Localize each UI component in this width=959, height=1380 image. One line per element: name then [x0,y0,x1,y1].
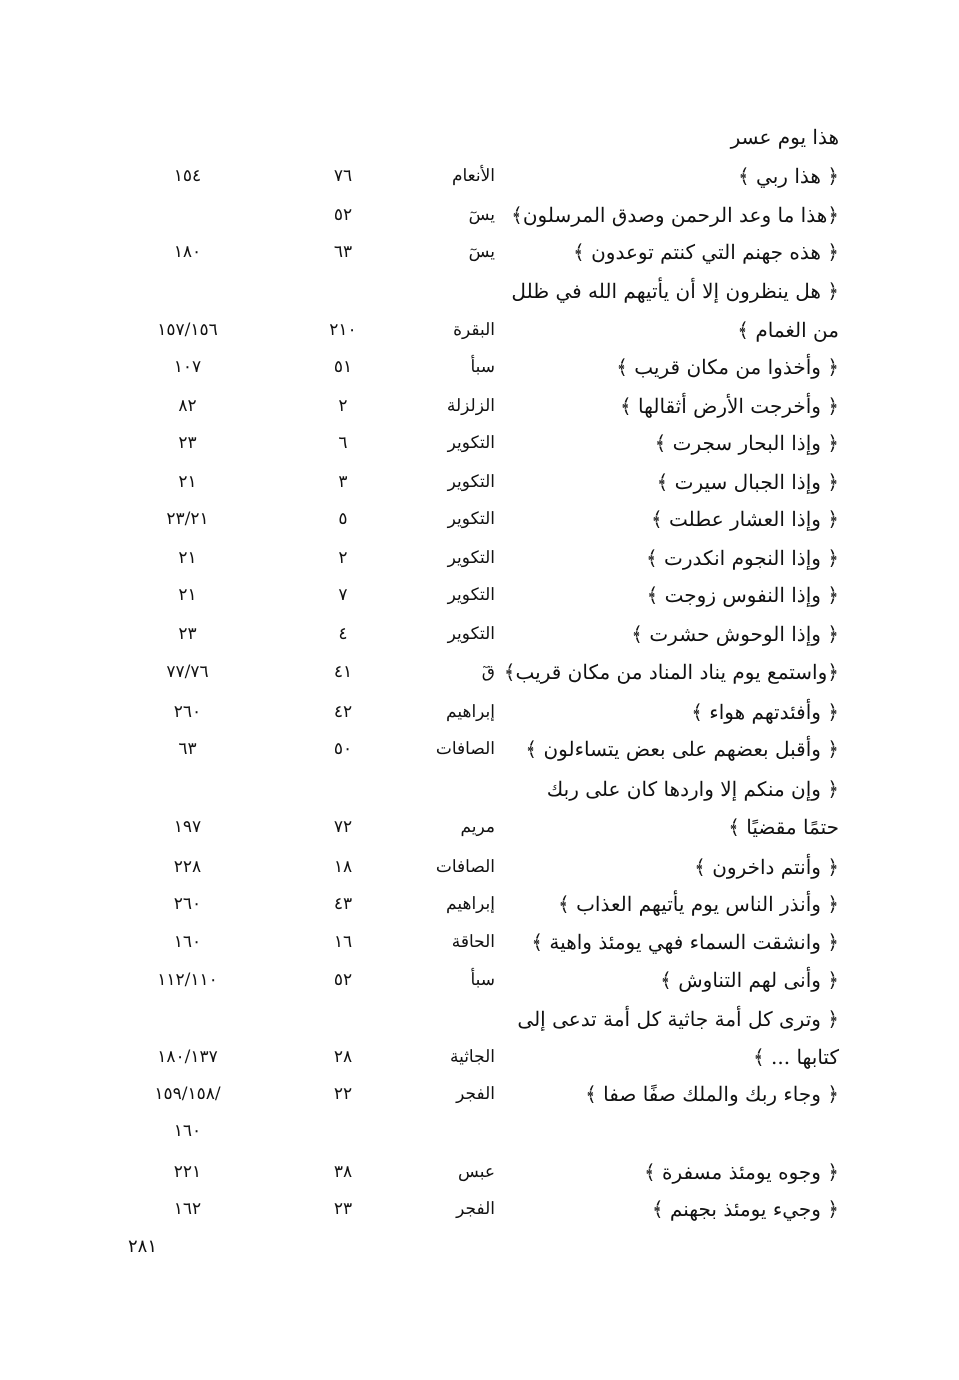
page-reference: ٢٦٠ [173,894,202,914]
verse-text: ﴿ وإذا الجبال سيرت ﴾ [656,470,839,494]
surah-name: يسٓ [468,205,495,225]
ayah-number: ٤ [338,624,348,644]
index-row [0,539,959,577]
index-row [0,118,959,156]
ayah-number: ١٦ [333,932,353,952]
verse-text: ﴿ وانشقت السماء فهي يومئذ واهية ﴾ [531,930,839,954]
page-reference: ١٦٠ [173,1121,202,1141]
verse-text: ﴿واستمع يوم يناد المناد من مكان قريب﴾ [503,660,839,684]
ayah-number: ٣٨ [333,1162,353,1182]
index-row [0,272,959,310]
index-row [0,424,959,462]
index-row [0,1000,959,1038]
page-reference: ٨٢ [178,396,197,416]
surah-name: الجاثية [449,1047,495,1067]
index-row [0,196,959,234]
ayah-number: ٢ [338,548,348,568]
index-row [0,693,959,731]
verse-text: ﴿ وإذا البحار سجرت ﴾ [654,431,839,455]
ayah-number: ٥٢ [333,970,353,990]
surah-name: الفجر [456,1084,495,1104]
surah-name: إبراهيم [446,702,495,722]
page-reference: ١٩٧ [173,817,202,837]
verse-text: ﴿ وأخرجت الأرض أثقالها ﴾ [619,394,839,418]
page-reference: ٧٧/٧٦ [166,662,209,682]
ayah-number: ٥ [338,509,348,529]
index-row [0,961,959,999]
index-row [0,348,959,386]
surah-name: الأنعام [451,166,495,186]
verse-text: ﴿ وإذا العشار عطلت ﴾ [650,507,839,531]
index-row [0,808,959,846]
index-row [0,770,959,808]
index-row [0,1112,959,1150]
ayah-number: ٥٢ [333,205,353,225]
verse-text: هذا يوم عسر [730,125,839,149]
index-row [0,1038,959,1076]
verse-text: ﴿ هل ينظرون إلا أن يأتيهم الله في ظلل [511,279,839,303]
surah-name: قٓ [481,662,495,682]
surah-name: الصافات [435,739,495,759]
ayah-number: ٢ [338,396,348,416]
ayah-number: ٥٠ [333,739,353,759]
surah-name: سبأ [470,970,495,990]
index-row [0,463,959,501]
verse-text: ﴿ هذه جهنم التي كنتم توعدون ﴾ [573,240,839,264]
verse-text: ﴿ وأنتم داخرون ﴾ [694,855,839,879]
index-row [0,387,959,425]
verse-text: ﴿ هذا ربي ﴾ [737,164,839,188]
page-reference: ٢٣/٢١ [166,509,209,529]
page-reference: ١٠٧ [173,357,202,377]
surah-name: عبس [458,1162,495,1182]
page-reference: ١٥٧/١٥٦ [157,320,218,340]
ayah-number: ٧٢ [333,817,353,837]
surah-name: التكوير [447,548,495,568]
surah-name: التكوير [447,585,495,605]
page-reference: /١٥٩/١٥٨ [154,1084,221,1104]
verse-text: ﴿ وأخذوا من مكان قريب ﴾ [616,355,839,379]
verse-text: ﴿ وأنذر الناس يوم يأتيهم العذاب ﴾ [558,892,839,916]
ayah-number: ٧ [338,585,348,605]
verse-text: ﴿ وترى كل أمة جاثية كل أمة تدعى إلى [517,1007,839,1031]
page-reference: ٢٦٠ [173,702,202,722]
ayah-number: ٣ [338,472,348,492]
index-row [0,615,959,653]
surah-name: البقرة [453,320,495,340]
page-reference: ١٥٤ [173,166,202,186]
verse-text: ﴿ وجوه يومئذ مسفرة ﴾ [643,1160,839,1184]
index-row [0,500,959,538]
verse-text: ﴿ وأفئدتهم هواء ﴾ [691,700,839,724]
page-reference: ١١٢/١١٠ [157,970,218,990]
ayah-number: ١٨ [333,857,353,877]
page-reference: ١٦٢ [173,1199,202,1219]
index-row [0,1190,959,1228]
page-reference: ٢٢١ [173,1162,202,1182]
verse-text: ﴿هذا ما وعد الرحمن وصدق المرسلون﴾ [511,203,839,227]
verse-text: ﴿ وإذا النجوم انكدرت ﴾ [645,546,839,570]
ayah-number: ٥١ [333,357,353,377]
ayah-number: ٢٢ [333,1084,353,1104]
page-reference: ١٨٠ [173,242,202,262]
index-row [0,848,959,886]
surah-name: يسٓ [468,242,495,262]
page-reference: ٦٣ [178,739,197,759]
page-reference: ٢١ [178,472,197,492]
ayah-number: ٢١٠ [329,320,357,340]
verse-text: كتابها ... ﴾ [752,1045,839,1069]
page-reference: ٢٢٨ [173,857,202,877]
ayah-number: ٢٨ [333,1047,353,1067]
verse-text: حتمًا مقضيًا ﴾ [728,815,839,839]
index-row [0,1075,959,1113]
index-row [0,885,959,923]
surah-name: التكوير [447,509,495,529]
surah-name: الصافات [435,857,495,877]
verse-text: ﴿ وجيء يومئذ بجهنم ﴾ [651,1197,839,1221]
page-reference: ١٦٠ [173,932,202,952]
index-row [0,730,959,768]
page-reference: ٢١ [178,548,197,568]
ayah-number: ٤١ [333,662,353,682]
surah-name: التكوير [447,433,495,453]
ayah-number: ٤٣ [333,894,353,914]
index-row [0,653,959,691]
page-reference: ٢٣ [178,624,197,644]
page-reference: ٢٣ [178,433,197,453]
ayah-number: ٢٣ [333,1199,353,1219]
page-reference: ١٨٠/١٣٧ [157,1047,218,1067]
surah-name: الفجر [456,1199,495,1219]
verse-text: ﴿ وأقبل بعضهم على بعض يتساءلون ﴾ [525,737,839,761]
page-reference: ٢١ [178,585,197,605]
ayah-number: ٦ [338,433,348,453]
surah-name: الزلزلة [446,396,495,416]
surah-name: الحاقة [451,932,495,952]
ayah-number: ٧٦ [333,166,353,186]
verse-text: ﴿ وإذا النفوس زوجت ﴾ [646,583,839,607]
surah-name: إبراهيم [446,894,495,914]
surah-name: مريم [460,817,495,837]
verse-text: ﴿ وإذا الوحوش حشرت ﴾ [631,622,839,646]
verse-text: ﴿ وجاء ربك والملك صفًا صفا ﴾ [585,1082,839,1106]
surah-name: سبأ [470,357,495,377]
ayah-number: ٤٢ [333,702,353,722]
verse-text: ﴿ وإن منكم إلا واردها كان على ربك [546,777,839,801]
index-row [0,311,959,349]
index-row [0,233,959,271]
verse-text: من الغمام ﴾ [737,318,839,342]
ayah-number: ٦٣ [333,242,353,262]
index-row [0,157,959,195]
index-row [0,923,959,961]
surah-name: التكوير [447,472,495,492]
page-number: ٢٨١ [128,1236,158,1257]
verse-text: ﴿ وأنى لهم التناوش ﴾ [660,968,839,992]
index-row [0,1153,959,1191]
index-row [0,576,959,614]
surah-name: التكوير [447,624,495,644]
